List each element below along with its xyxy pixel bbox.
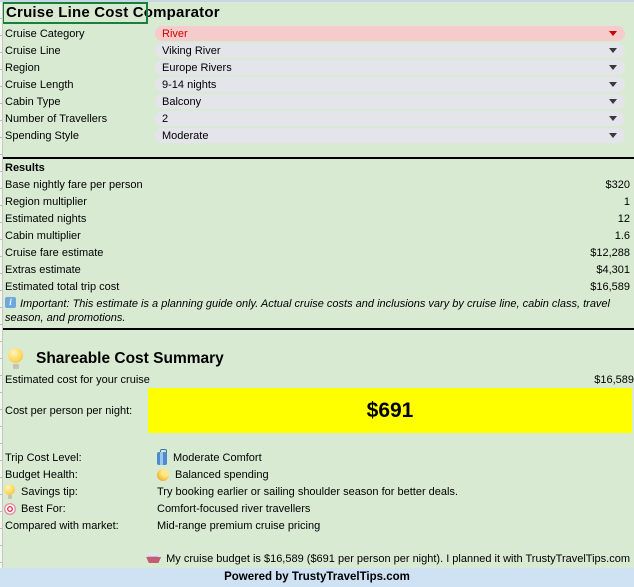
result-value: $4,301 [596, 263, 630, 276]
summary-title-row [0, 345, 634, 372]
result-value: 1 [623, 195, 630, 208]
cabin-type-dropdown[interactable] [155, 94, 625, 109]
dropdown-arrow-icon[interactable] [609, 48, 617, 53]
result-row [0, 278, 634, 295]
region-dropdown[interactable] [155, 60, 625, 75]
result-row [0, 261, 634, 278]
dropdown-arrow-icon[interactable] [609, 116, 617, 121]
spacer [0, 534, 634, 551]
spacer [0, 144, 634, 157]
summary-row-budget-health [0, 466, 634, 483]
market-comparison-label: Compared with market: [5, 519, 119, 532]
result-row [0, 176, 634, 193]
travellers-value: 2 [162, 112, 169, 125]
per-night-row [0, 388, 634, 433]
result-value: $16,589 [590, 280, 630, 293]
input-row-spending-style [0, 127, 634, 144]
spacer [0, 433, 634, 449]
input-row-cruise-category [0, 25, 634, 42]
result-label: Base nightly fare per person [5, 178, 143, 191]
travellers-dropdown[interactable] [155, 111, 625, 126]
cruise-length-label: Cruise Length [5, 78, 74, 91]
cruise-line-value: Viking River [162, 44, 221, 57]
per-night-value: $691 [366, 398, 414, 422]
cruise-category-value: River [162, 27, 188, 40]
result-value: 12 [617, 212, 630, 225]
trip-cost-level-label: Trip Cost Level: [5, 451, 82, 464]
budget-health-value: Balanced spending [175, 468, 269, 481]
spending-style-dropdown[interactable] [155, 128, 625, 143]
cruise-category-dropdown[interactable] [155, 26, 625, 41]
footer-banner [0, 568, 634, 587]
coin-icon [157, 469, 169, 481]
cabin-type-value: Balcony [162, 95, 202, 108]
spacer [0, 330, 634, 345]
lightbulb-icon [4, 484, 16, 499]
market-comparison-value: Mid-range premium cruise pricing [157, 519, 321, 532]
info-icon [5, 297, 16, 308]
region-label: Region [5, 61, 40, 74]
estimated-cost-label: Estimated cost for your cruise [5, 374, 150, 386]
best-for-value: Comfort-focused river travellers [157, 502, 311, 515]
title-row [0, 2, 634, 25]
share-message: My cruise budget is $16,589 ($691 per person per night). I planned it with TrustyTravelTips.com [166, 553, 630, 565]
travellers-label: Number of Travellers [5, 112, 108, 125]
budget-health-label: Budget Health: [5, 468, 78, 481]
result-label: Estimated nights [5, 212, 87, 225]
result-row [0, 244, 634, 261]
dropdown-arrow-icon[interactable] [609, 82, 617, 87]
cabin-type-label: Cabin Type [5, 95, 61, 108]
result-row [0, 227, 634, 244]
footer-text: Powered by TrustyTravelTips.com [224, 571, 410, 583]
best-for-label: Best For: [21, 502, 66, 515]
result-row [0, 193, 634, 210]
results-header-row [0, 159, 634, 176]
result-label: Region multiplier [5, 195, 87, 208]
dropdown-arrow-icon[interactable] [609, 65, 617, 70]
result-label: Cabin multiplier [5, 229, 81, 242]
dropdown-arrow-icon[interactable] [609, 31, 617, 36]
result-label: Cruise fare estimate [5, 246, 104, 259]
sheet-row-gridlines [0, 2, 3, 568]
results-header: Results [5, 161, 45, 174]
input-row-cabin-type [0, 93, 634, 110]
disclaimer-note [0, 295, 634, 328]
spending-style-value: Moderate [162, 129, 209, 142]
input-row-cruise-length [0, 76, 634, 93]
cruise-length-dropdown[interactable] [155, 77, 625, 92]
share-message-row [0, 551, 634, 568]
per-night-label: Cost per person per night: [5, 404, 133, 417]
result-value: $320 [605, 178, 630, 191]
page-title[interactable]: Cruise Line Cost Comparator [6, 4, 220, 21]
result-value: 1.6 [614, 229, 630, 242]
result-label: Estimated total trip cost [5, 280, 120, 293]
cruise-line-label: Cruise Line [5, 44, 61, 57]
dropdown-arrow-icon[interactable] [609, 133, 617, 138]
summary-row-savings-tip [0, 483, 634, 500]
estimated-cost-row [0, 372, 634, 388]
region-value: Europe Rivers [162, 61, 232, 74]
lightbulb-icon [8, 348, 24, 369]
target-icon [4, 503, 16, 515]
cruise-category-label: Cruise Category [5, 27, 85, 40]
trip-cost-level-value: Moderate Comfort [173, 451, 262, 464]
savings-tip-label: Savings tip: [21, 485, 78, 498]
summary-row-trip-cost-level [0, 449, 634, 466]
input-row-cruise-line [0, 42, 634, 59]
spending-style-label: Spending Style [5, 129, 79, 142]
result-row [0, 210, 634, 227]
savings-tip-value: Try booking earlier or sailing shoulder season for better deals. [157, 485, 459, 498]
per-night-highlight-cell [148, 388, 632, 433]
ship-icon [146, 552, 161, 563]
cruise-line-dropdown[interactable] [155, 43, 625, 58]
summary-row-best-for [0, 500, 634, 517]
cruise-length-value: 9-14 nights [162, 78, 217, 91]
summary-row-market-comparison [0, 517, 634, 534]
input-row-travellers [0, 110, 634, 127]
result-label: Extras estimate [5, 263, 81, 276]
summary-title: Shareable Cost Summary [36, 349, 224, 367]
estimated-cost-value: $16,589 [594, 374, 634, 386]
input-row-region [0, 59, 634, 76]
disclaimer-text: Important: This estimate is a planning guide only. Actual cruise costs and inclusions vary by cruise line, cabin class, travel season, and promotions. [5, 298, 610, 324]
luggage-icon [157, 452, 167, 465]
dropdown-arrow-icon[interactable] [609, 99, 617, 104]
result-value: $12,288 [590, 246, 630, 259]
